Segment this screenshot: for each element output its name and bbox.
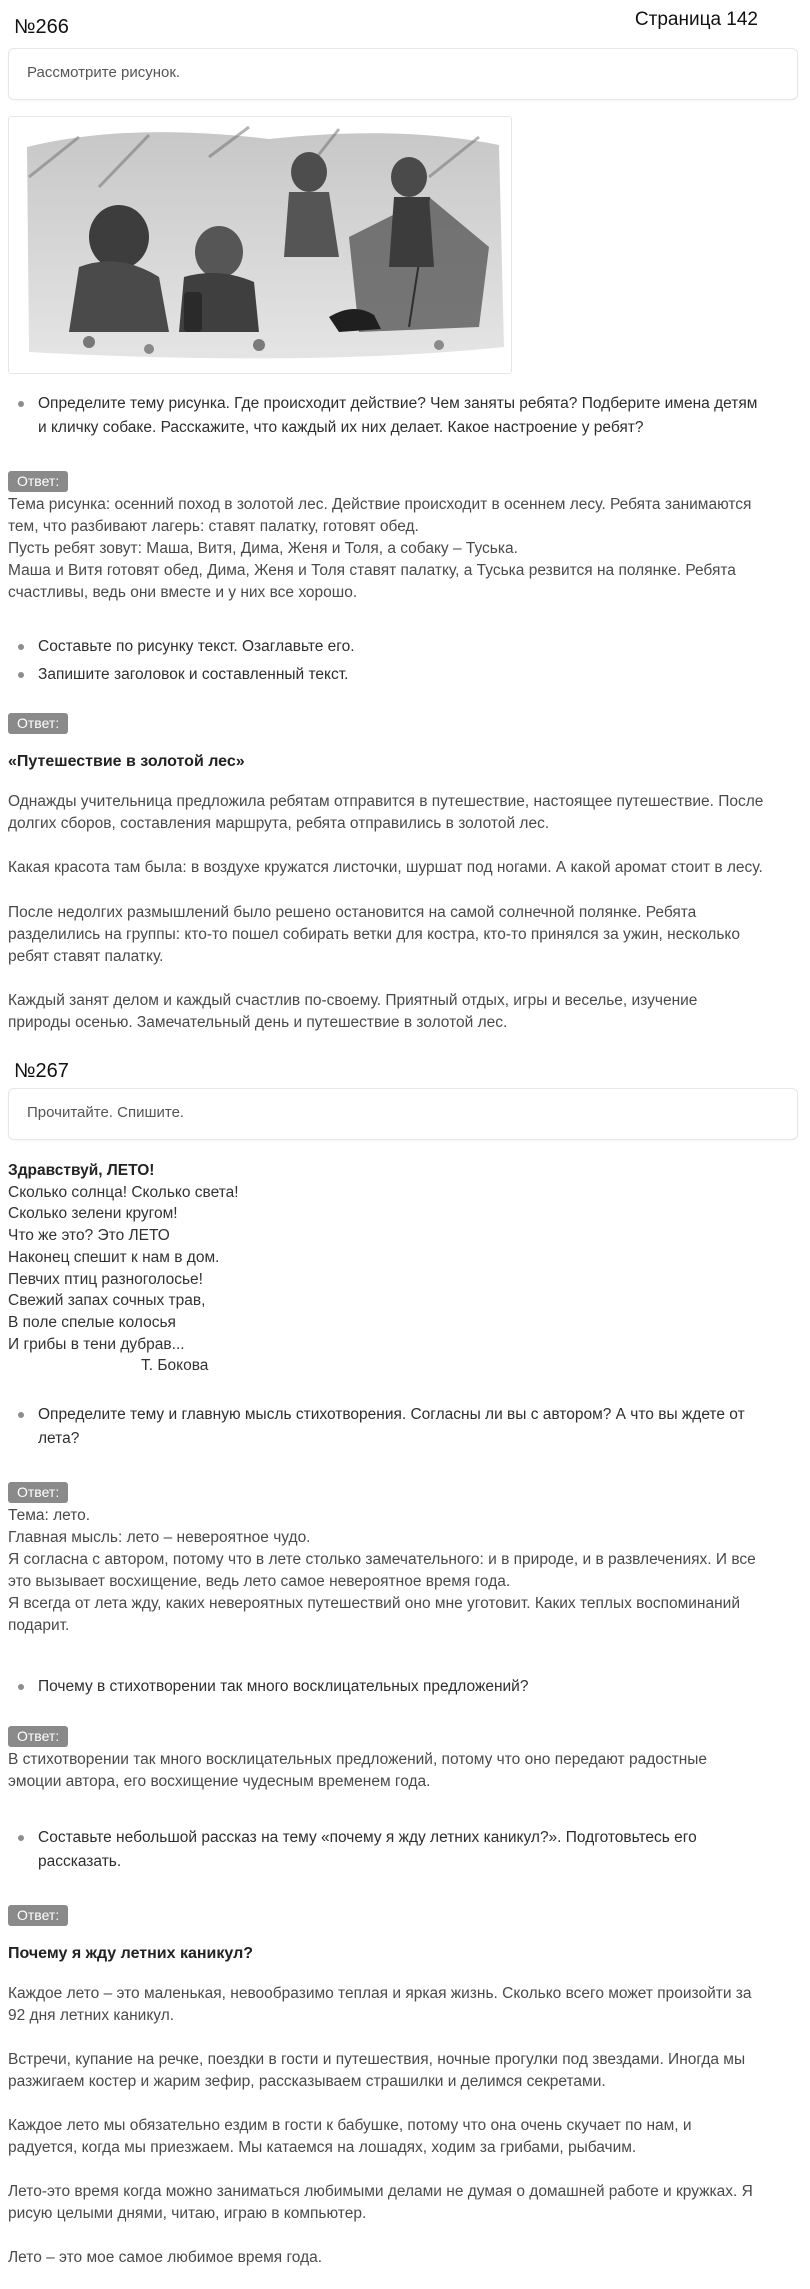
answer-line: тем, что разбивают лагерь: ставят палатку, готовят обед. bbox=[8, 518, 419, 535]
poem-line: Сколько зелени кругом! bbox=[8, 1205, 178, 1223]
poem-author: Т. Бокова bbox=[141, 1357, 209, 1375]
answer-badge: Ответ: bbox=[8, 713, 68, 734]
poem bbox=[8, 1160, 239, 1377]
story-paragraph bbox=[8, 1983, 798, 2027]
task-number-266: №266 bbox=[14, 16, 69, 38]
answer-line: счастливы, ведь они вместе и у них все хорошо. bbox=[8, 584, 358, 601]
question-item bbox=[16, 392, 796, 440]
poem-line: Свежий запах сочных трав, bbox=[8, 1292, 206, 1310]
answer-badge: Ответ: bbox=[8, 1905, 68, 1926]
question-list-266a bbox=[16, 392, 796, 444]
answer-badge: Ответ: bbox=[8, 1482, 68, 1503]
page-number: Страница 142 bbox=[634, 9, 758, 30]
answer-text-267b bbox=[8, 1749, 798, 1793]
story-line: Каждое лето мы обязательно ездим в гости к бабушке, потому что она очень скучает по нам, и bbox=[8, 2117, 692, 2134]
answer-line: В стихотворении так много восклицательных предложений, потому что оно передают радостные bbox=[8, 1751, 708, 1768]
answer-line: эмоции автора, его восхищение чудесным временем года. bbox=[8, 1773, 431, 1790]
poem-title: Здравствуй, ЛЕТО! bbox=[8, 1162, 155, 1179]
poem-line: В поле спелые колосья bbox=[8, 1313, 176, 1331]
story-line: разжигаем костер и жарим зефир, рассказываем страшилки и делимся секретами. bbox=[8, 2073, 606, 2090]
answer-badge: Ответ: bbox=[8, 471, 68, 492]
answer-badge: Ответ: bbox=[8, 1726, 68, 1747]
task-instruction: Прочитайте. Спишите. bbox=[27, 1104, 185, 1121]
answer-line: Главная мысль: лето – невероятное чудо. bbox=[8, 1529, 311, 1546]
story-line: Какая красота там была: в воздухе кружатся листочки, шуршат под ногами. А какой аромат стоит в лесу. bbox=[8, 859, 763, 876]
question-text-line: Определите тему и главную мысль стихотворения. Согласны ли вы с автором? А что вы ждете от bbox=[38, 1406, 745, 1423]
answer-line: Маша и Витя готовят обед, Дима, Женя и Толя ставят палатку, а Туська резвится на полянке. Ребята bbox=[8, 562, 736, 579]
story-line: Лето – это мое самое любимое время года. bbox=[8, 2249, 323, 2266]
question-text-line: Составьте небольшой рассказ на тему «почему я жду летних каникул?». Подготовьтесь его bbox=[38, 1829, 697, 1846]
poem-line: Певчих птиц разноголосье! bbox=[8, 1270, 203, 1288]
story-line: долгих сборов, составления маршрута, ребята отправились в золотой лес. bbox=[8, 815, 550, 832]
poem-line: Сколько солнца! Сколько света! bbox=[8, 1183, 239, 1201]
question-item: Почему в стихотворении так много восклицательных предложений? bbox=[16, 1675, 796, 1699]
story-paragraph bbox=[8, 2049, 798, 2093]
answer-text-266a bbox=[8, 494, 798, 604]
story-line: После недолгих размышлений было решено остановится на самой солнечной полянке. Ребята bbox=[8, 904, 697, 921]
poem-line: Что же это? Это ЛЕТО bbox=[8, 1227, 170, 1245]
question-list-266b bbox=[16, 635, 796, 691]
task-instruction: Рассмотрите рисунок. bbox=[27, 64, 181, 81]
story-paragraph bbox=[8, 2115, 798, 2159]
question-text-line: и кличку собаке. Расскажите, что каждый их них делает. Какое настроение у ребят? bbox=[38, 419, 644, 436]
story-line: разделились на группы: кто-то пошел собирать ветки для костра, кто-то принялся за ужин, несколько bbox=[8, 926, 741, 943]
illustration-camping-children bbox=[8, 116, 512, 374]
story-paragraph bbox=[8, 791, 798, 835]
task-instruction-box bbox=[8, 1088, 798, 1140]
question-text-line: Определите тему рисунка. Где происходит действие? Чем заняты ребята? Подберите имена детям bbox=[38, 395, 758, 412]
story-line: Встречи, купание на речке, поездки в гости и путешествия, ночные прогулки под звездами. Иногда мы bbox=[8, 2051, 746, 2068]
question-text-line: рассказать. bbox=[38, 1853, 122, 1870]
question-item: Запишите заголовок и составленный текст. bbox=[16, 663, 796, 687]
story-title: Почему я жду летних каникул? bbox=[8, 1945, 253, 1962]
story-line: Однажды учительница предложила ребятам отправится в путешествие, настоящее путешествие. После bbox=[8, 793, 764, 810]
answer-line: Тема: лето. bbox=[8, 1507, 91, 1524]
story-line: Лето-это время когда можно заниматься любимыми делами не думая о домашней работе и кружках. Я bbox=[8, 2183, 753, 2200]
answer-line: Пусть ребят зовут: Маша, Витя, Дима, Женя и Толя, а собаку – Туська. bbox=[8, 540, 518, 557]
story-paragraph bbox=[8, 902, 798, 968]
story-line: ребят ставят палатку. bbox=[8, 948, 164, 965]
answer-line: подарит. bbox=[8, 1617, 70, 1634]
question-text-line: лета? bbox=[38, 1430, 80, 1447]
task-number-267: №267 bbox=[14, 1060, 69, 1082]
story-paragraph bbox=[8, 2181, 798, 2225]
poem-line: И грибы в тени дубрав... bbox=[8, 1335, 185, 1353]
question-item bbox=[16, 1403, 796, 1451]
question-list-267a bbox=[16, 1403, 796, 1455]
story-paragraph bbox=[8, 857, 798, 879]
story-line: природы осенью. Замечательный день и путешествие в золотой лес. bbox=[8, 1014, 508, 1031]
story-title: «Путешествие в золотой лес» bbox=[8, 753, 245, 770]
question-list-267c bbox=[16, 1826, 796, 1878]
story-line: радуется, когда мы приезжаем. Мы катаемся на лошадях, ходим за грибами, рыбачим. bbox=[8, 2139, 637, 2156]
answer-line: Я согласна с автором, потому что в лете столько замечательного: и в природе, и в развлечениях. И все bbox=[8, 1551, 756, 1568]
question-list-267b bbox=[16, 1675, 796, 1703]
story-paragraph bbox=[8, 990, 798, 1034]
question-item: Составьте по рисунку текст. Озаглавьте его. bbox=[16, 635, 796, 659]
story-line: 92 дня летних каникул. bbox=[8, 2007, 175, 2024]
story-line: Каждый занят делом и каждый счастлив по-своему. Приятный отдых, игры и веселье, изучение bbox=[8, 992, 698, 1009]
answer-text-267a bbox=[8, 1505, 798, 1637]
answer-line: это вызывает восхищение, ведь лето самое невероятное время года. bbox=[8, 1573, 511, 1590]
answer-line: Тема рисунка: осенний поход в золотой лес. Действие происходит в осеннем лесу. Ребята занимаются bbox=[8, 496, 752, 513]
story-line: Каждое лето – это маленькая, невообразимо теплая и яркая жизнь. Сколько всего может произойти за bbox=[8, 1985, 752, 2002]
story-line: рисую целыми днями, читаю, играю в компьютер. bbox=[8, 2205, 367, 2222]
question-item bbox=[16, 1826, 796, 1874]
task-instruction-box bbox=[8, 48, 798, 100]
camping-illustration-drawing bbox=[9, 117, 512, 374]
answer-line: Я всегда от лета жду, каких невероятных путешествий оно мне уготовит. Каких теплых воспоминаний bbox=[8, 1595, 740, 1612]
story-paragraph bbox=[8, 2247, 798, 2269]
poem-line: Наконец спешит к нам в дом. bbox=[8, 1248, 220, 1266]
